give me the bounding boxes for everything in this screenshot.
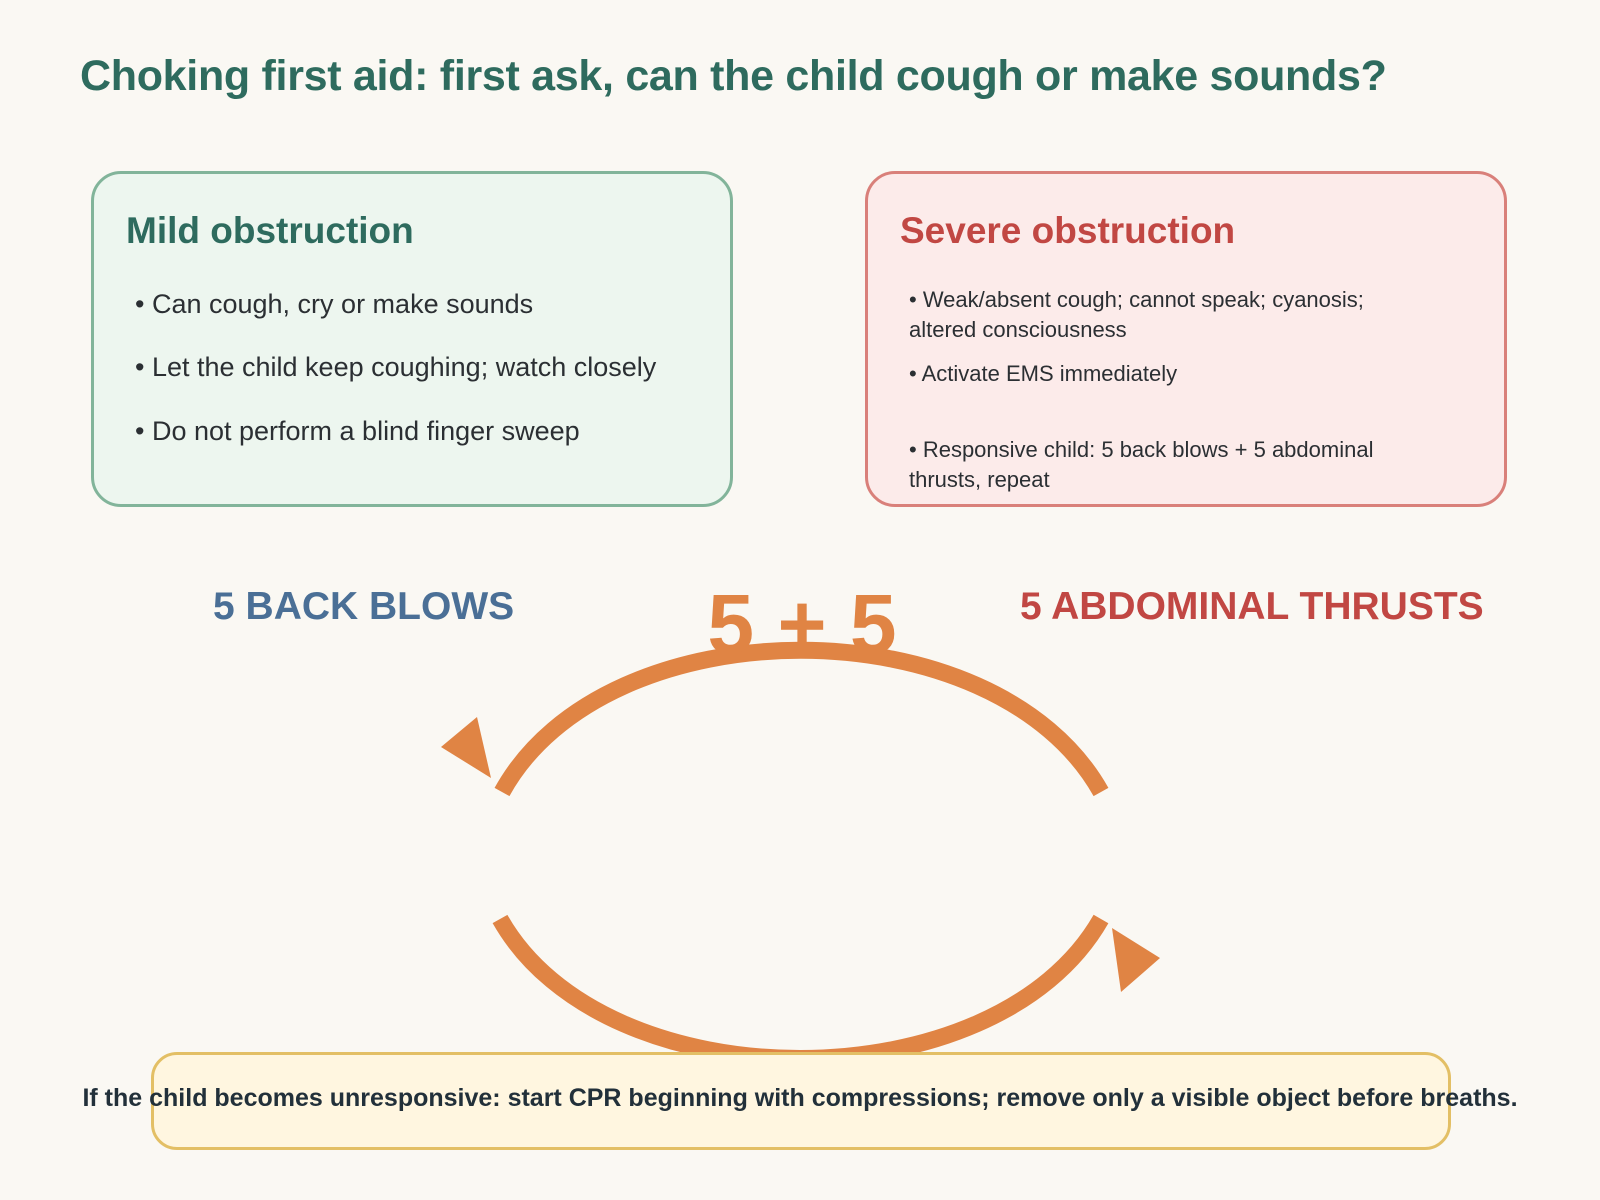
- cycle-arc-bottom: [500, 919, 1101, 1059]
- severe-obstruction-heading: Severe obstruction: [900, 210, 1236, 251]
- severe-item-back-blows-thrusts: • Responsive child: 5 back blows + 5 abdominal thrusts, repeat: [909, 437, 1374, 492]
- cpr-note-text: If the child becomes unresponsive: start CPR beginning with compressions; remove only a visible object before breaths.: [82, 1084, 1518, 1112]
- page-title: Choking first aid: first ask, can the child cough or make sounds?: [80, 52, 1387, 100]
- mild-item-no-finger-sweep: • Do not perform a blind finger sweep: [135, 416, 580, 446]
- cycle-center-label: 5 + 5: [707, 577, 897, 671]
- severe-item-signs: • Weak/absent cough; cannot speak; cyanosis; altered consciousness: [909, 287, 1364, 342]
- severe-item-activate-ems: • Activate EMS immediately: [909, 361, 1178, 386]
- back-blows-label: 5 BACK BLOWS: [213, 585, 515, 628]
- mild-obstruction-heading: Mild obstruction: [126, 210, 414, 251]
- cycle-arc-top: [502, 650, 1101, 792]
- mild-item-can-cough: • Can cough, cry or make sounds: [135, 289, 534, 319]
- cycle-arrow-right-icon: [1112, 928, 1160, 992]
- abdominal-thrusts-label: 5 ABDOMINAL THRUSTS: [1020, 585, 1484, 628]
- mild-item-keep-coughing: • Let the child keep coughing; watch closely: [135, 352, 657, 382]
- cycle-arrow-left-icon: [441, 717, 491, 778]
